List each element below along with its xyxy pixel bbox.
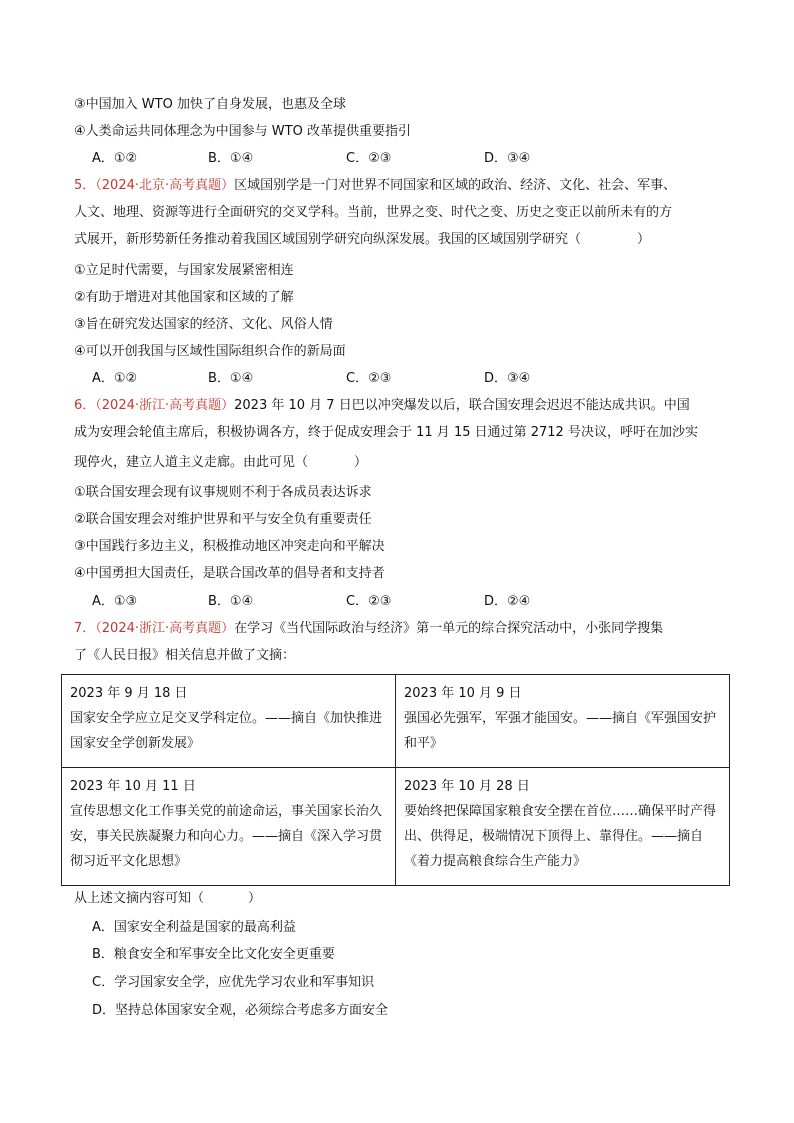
digest-cell: [62, 768, 396, 886]
digest-text: 强国必先强军，军强才能国安。——摘自《军强国安护和平》: [404, 711, 717, 751]
q5-item-4: ④可以开创我国与区域性国际组织合作的新局面: [74, 344, 346, 359]
q5-option-c[interactable]: C．②③: [346, 371, 392, 386]
q5-item-1: ①立足时代需要，与国家发展紧密相连: [74, 263, 294, 278]
digest-date: 2023 年 10 月 28 日: [404, 779, 530, 794]
q7-source: （2024·浙江·高考真题）: [95, 621, 235, 636]
q7-stem-text-1: 在学习《当代国际政治与经济》第一单元的综合探究活动中，小张同学搜集: [234, 621, 664, 636]
q7-after-stem: 从上述文摘内容可知（: [74, 891, 205, 906]
digest-cell: [62, 675, 396, 768]
q7-choice-b[interactable]: B．粮食安全和军事安全比文化安全更重要: [92, 947, 335, 962]
q7-paren: ）: [248, 891, 262, 906]
q6-options: [92, 592, 612, 612]
q6-option-c[interactable]: C．②③: [346, 594, 392, 609]
q5-stem-text-3: 式展开，新形势新任务推动着我国区域国别学研究向纵深发展。我国的区域国别学研究（: [74, 232, 582, 247]
q6-item-2: ②联合国安理会对维护世界和平与安全负有重要责任: [74, 512, 372, 527]
digest-text: 宣传思想文化工作事关党的前途命运，事关国家长治久安，事关民族凝聚力和向心力。——摘自《深入学习贯彻习近平文化思想》: [70, 804, 383, 869]
q6-stem-line-2: 成为安理会轮值主席后，积极协调各方，终于促成安理会于 11 月 15 日通过第 2712 号决议，呼吁在加沙实: [74, 425, 698, 440]
q5-item-3: ③旨在研究发达国家的经济、文化、风俗人情: [74, 317, 333, 332]
digest-text: 国家安全学应立足交叉学科定位。——摘自《加快推进国家安全学创新发展》: [70, 711, 383, 751]
q6-option-d[interactable]: D．②④: [484, 594, 531, 609]
q4-option-b[interactable]: B．①④: [208, 151, 254, 166]
q4-options: [92, 149, 612, 169]
digest-cell: [396, 675, 730, 768]
q5-source: （2024·北京·高考真题）: [95, 178, 235, 193]
q7-after-text: [74, 889, 261, 909]
q5-stem-text-1: 区域国别学是一门对世界不同国家和区域的政治、经济、文化、社会、军事、: [234, 178, 677, 193]
table-row: [62, 768, 730, 886]
q6-item-4: ④中国勇担大国责任，是联合国改革的倡导者和支持者: [74, 566, 385, 581]
q5-item-2: ②有助于增进对其他国家和区域的了解: [74, 290, 294, 305]
q7-choice-d[interactable]: D．坚持总体国家安全观，必须综合考虑多方面安全: [92, 1003, 389, 1018]
q5-option-b[interactable]: B．①④: [208, 371, 254, 386]
digest-cell: [396, 768, 730, 886]
q5-stem-line-3: [74, 230, 650, 250]
digest-date: 2023 年 10 月 9 日: [404, 686, 522, 701]
q5-options: [92, 369, 612, 389]
q7-number: 7．: [74, 621, 96, 636]
q6-stem-text-1: 2023 年 10 月 7 日巴以冲突爆发以后，联合国安理会迟迟不能达成共识。中国: [234, 398, 690, 413]
q5-stem-line-2: 人文、地理、资源等进行全面研究的交叉学科。当前，世界之变、时代之变、历史之变正以前所未有的方: [74, 205, 673, 220]
q7-choice-a[interactable]: A．国家安全利益是国家的最高利益: [92, 920, 296, 935]
q7-stem-line-2: 了《人民日报》相关信息并做了文摘：: [74, 648, 296, 663]
q6-item-1: ①联合国安理会现有议事规则不利于各成员表达诉求: [74, 485, 372, 500]
q4-item-4: ④人类命运共同体理念为中国参与 WTO 改革提供重要指引: [74, 124, 411, 139]
q6-source: （2024·浙江·高考真题）: [95, 398, 235, 413]
q6-option-b[interactable]: B．①④: [208, 594, 254, 609]
digest-text: 要始终把保障国家粮食安全摆在首位……确保平时产得出、供得足，极端情况下顶得上、靠得住。——摘自《着力提高粮食综合生产能力》: [404, 804, 717, 869]
q6-stem-text-3: 现停火，建立人道主义走廊。由此可见（: [74, 455, 309, 470]
q6-number: 6．: [74, 398, 96, 413]
q5-stem-line-1: [74, 176, 676, 196]
q7-choice-c[interactable]: C．学习国家安全学，应优先学习农业和军事知识: [92, 975, 375, 990]
digest-table: [61, 674, 730, 886]
q6-paren: ）: [354, 455, 368, 470]
q6-stem-line-3: [74, 453, 367, 473]
q4-option-d[interactable]: D．③④: [484, 151, 531, 166]
q4-option-a[interactable]: A．①②: [92, 151, 138, 166]
q6-item-3: ③中国践行多边主义，积极推动地区冲突走向和平解决: [74, 539, 385, 554]
q5-number: 5．: [74, 178, 96, 193]
q4-item-3: ③中国加入 WTO 加快了自身发展，也惠及全球: [74, 97, 346, 112]
q7-stem-line-1: [74, 619, 663, 639]
q4-option-c[interactable]: C．②③: [346, 151, 392, 166]
digest-date: 2023 年 10 月 11 日: [70, 779, 196, 794]
q6-option-a[interactable]: A．①③: [92, 594, 138, 609]
digest-date: 2023 年 9 月 18 日: [70, 686, 188, 701]
q5-option-d[interactable]: D．③④: [484, 371, 531, 386]
q5-option-a[interactable]: A．①②: [92, 371, 138, 386]
table-row: [62, 675, 730, 768]
q6-stem-line-1: [74, 396, 690, 416]
q5-paren: ）: [637, 232, 651, 247]
